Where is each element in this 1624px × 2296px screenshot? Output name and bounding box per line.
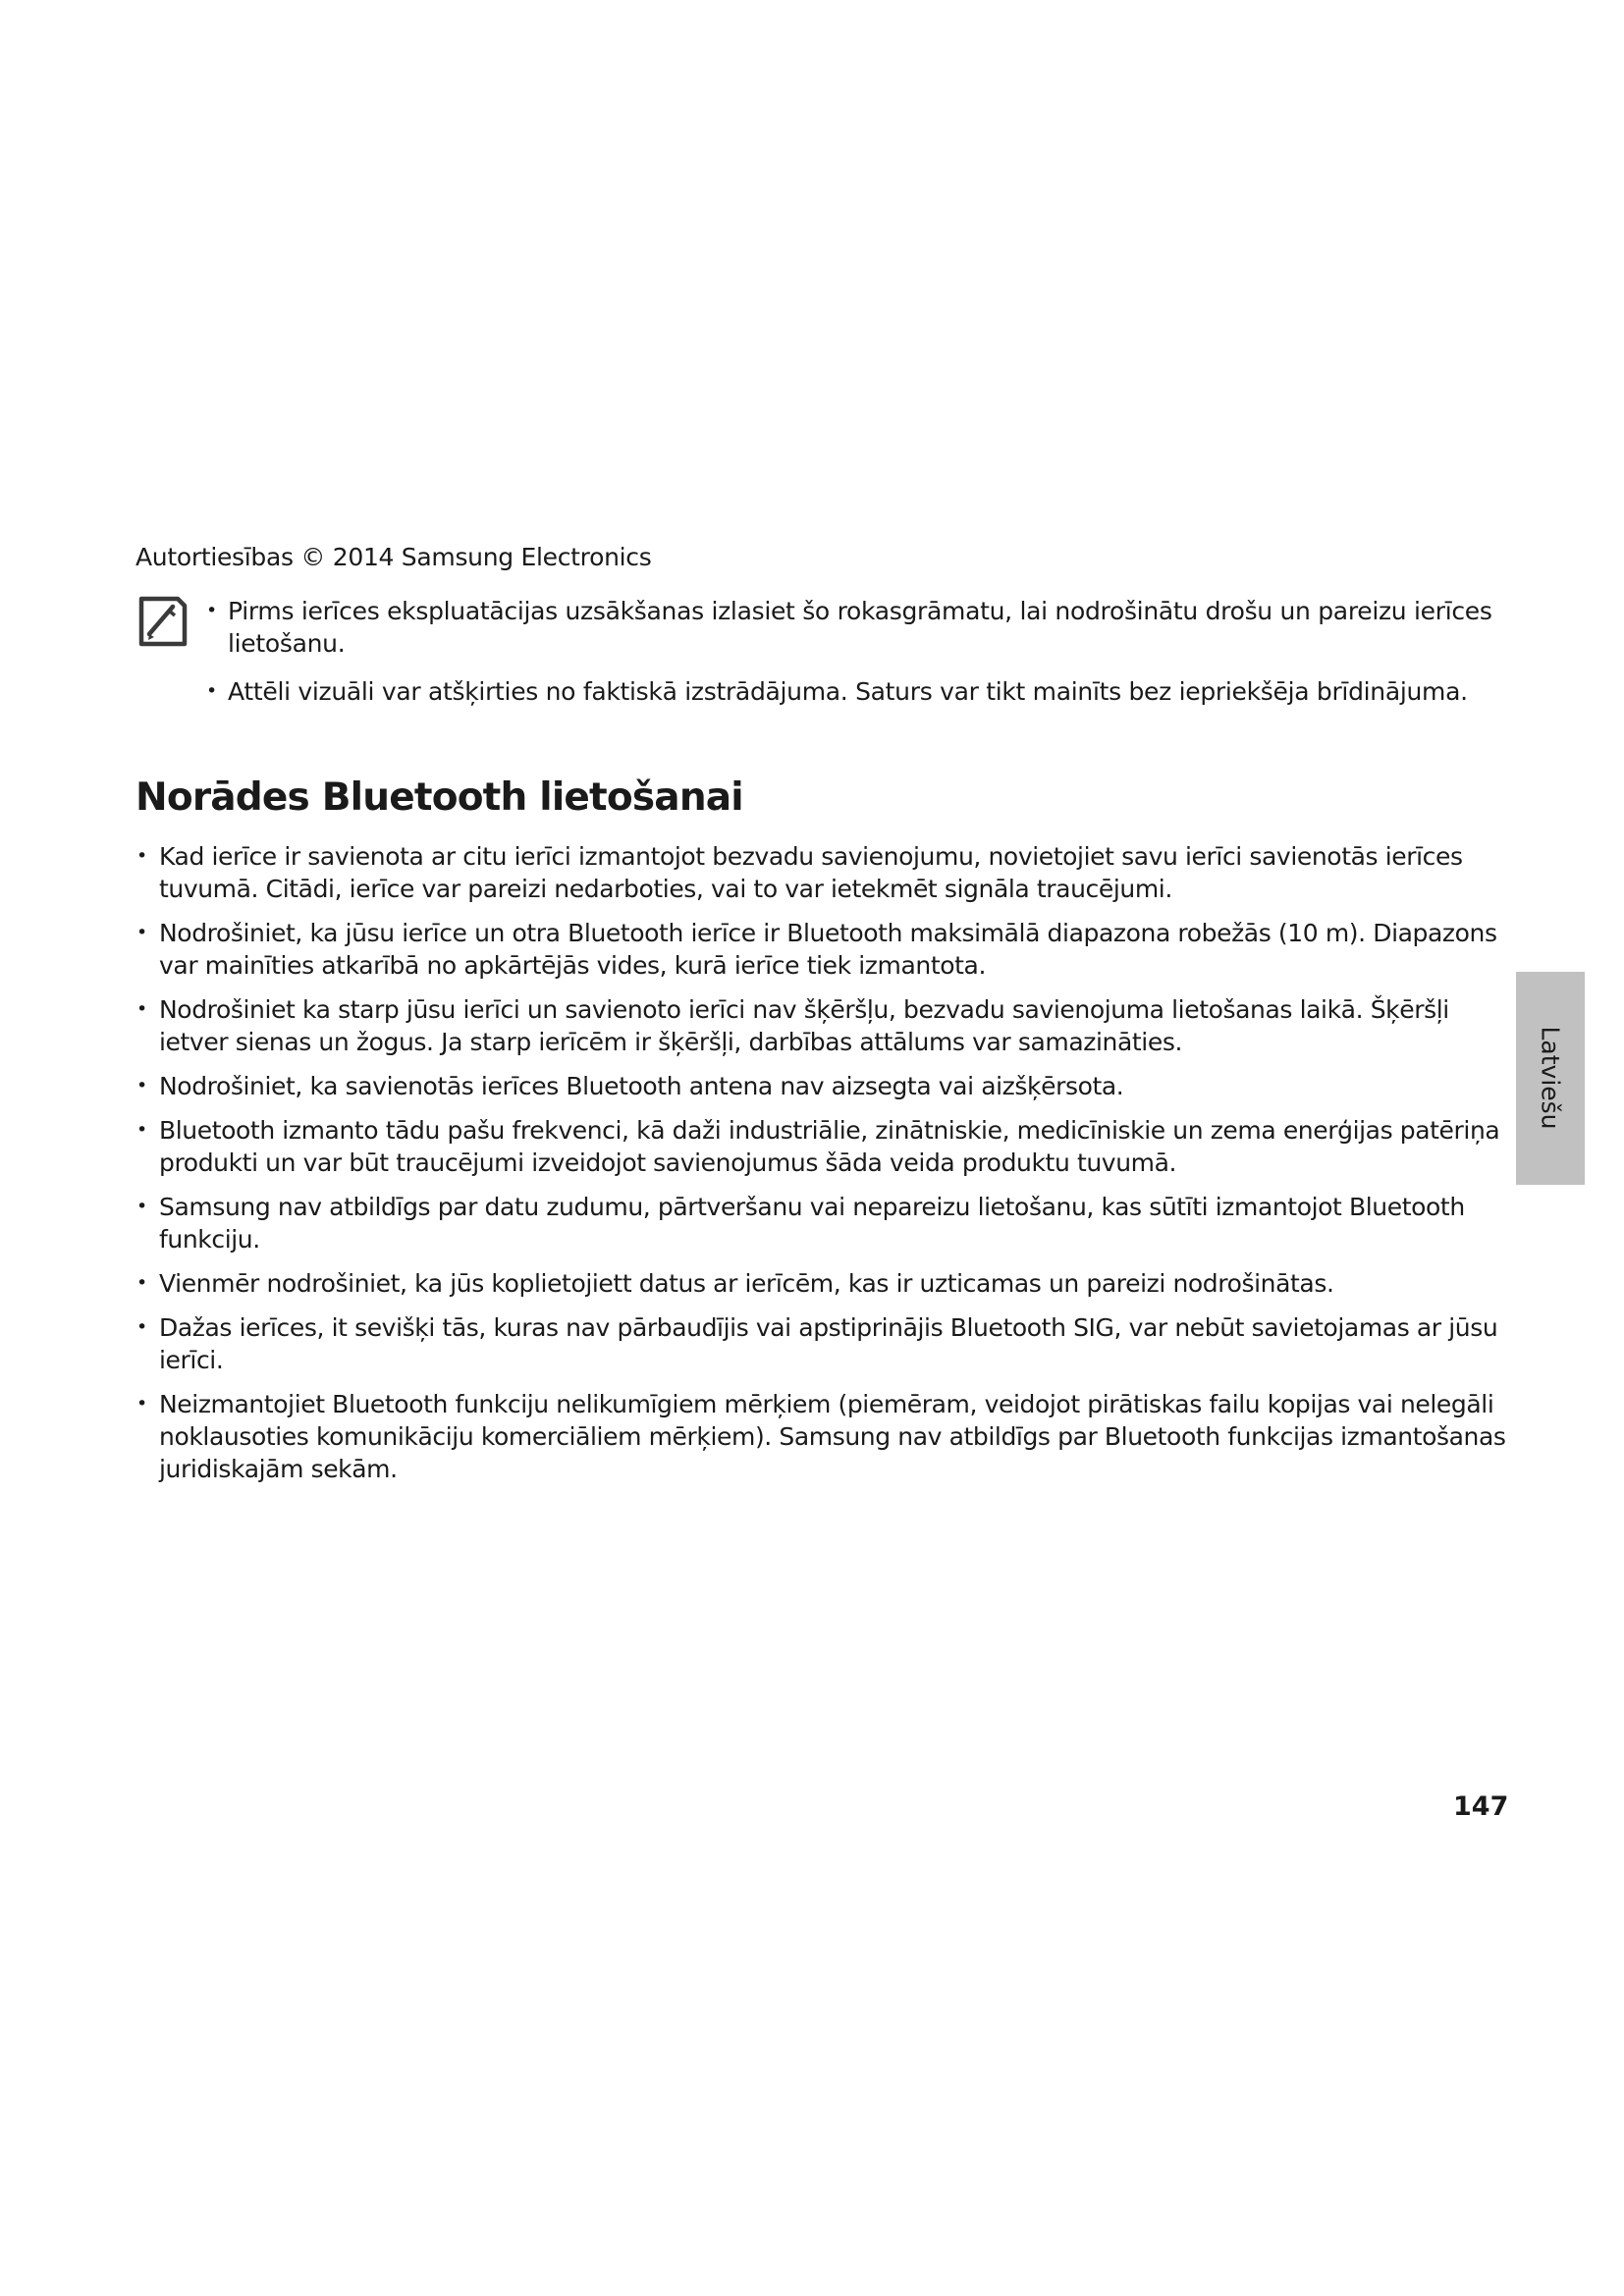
list-item: • Nodrošiniet, ka savienotās ierīces Bluetooth antena nav aizsegta vai aizšķērsota. xyxy=(135,1070,1515,1102)
list-item: • Dažas ierīces, it sevišķi tās, kuras nav pārbaudījis vai apstiprinājis Bluetooth SIG, var nebūt savietojamas ar jūsu ierīci. xyxy=(135,1311,1515,1376)
section-heading: Norādes Bluetooth lietošanai xyxy=(135,775,743,820)
list-item: • Neizmantojiet Bluetooth funkciju nelikumīgiem mērķiem (piemēram, veidojot pirātiskas failu kopijas vai nelegāli noklausoties komunikāciju komerciāliem mērķiem). Samsung nav atbildīgs par Bluetooth funkcijas izmantošanas juridiskajām sekām. xyxy=(135,1388,1515,1485)
note-item: • Attēli vizuāli var atšķirties no faktiskā izstrādājuma. Saturs var tikt mainīts bez iepriekšēja brīdinājuma. xyxy=(206,675,1512,708)
note-item: • Pirms ierīces ekspluatācijas uzsākšanas izlasiet šo rokasgrāmatu, lai nodrošinātu drošu un pareizu ierīces lietošanu. xyxy=(206,595,1512,660)
copyright-line: Autortiesības © 2014 Samsung Electronics xyxy=(135,543,652,571)
list-item: • Samsung nav atbildīgs par datu zudumu, pārtveršanu vai nepareizu lietošanu, kas sūtīti izmantojot Bluetooth funkciju. xyxy=(135,1191,1515,1255)
list-item: • Bluetooth izmanto tādu pašu frekvenci, kā daži industriālie, zinātniskie, medicīniskie un zema enerģijas patēriņa produkti un var būt traucējumi izveidojot savienojumus šāda veida produktu tuvumā. xyxy=(135,1114,1515,1179)
page-number: 147 xyxy=(1453,1791,1509,1822)
note-icon xyxy=(135,595,189,648)
language-side-tab xyxy=(1516,972,1585,1185)
note-list xyxy=(206,595,1512,708)
list-item: • Nodrošiniet, ka jūsu ierīce un otra Bluetooth ierīce ir Bluetooth maksimālā diapazona robežās (10 m). Diapazons var mainīties atkarībā no apkārtējās vides, kurā ierīce tiek izmantota. xyxy=(135,917,1515,982)
list-item: • Nodrošiniet ka starp jūsu ierīci un savienoto ierīci nav šķēršļu, bezvadu savienojuma lietošanas laikā. Šķēršļi ietver sienas un žogus. Ja starp ierīcēm ir šķēršļi, darbības attālums var samazināties. xyxy=(135,993,1515,1058)
list-item: • Kad ierīce ir savienota ar citu ierīci izmantojot bezvadu savienojumu, novietojiet savu ierīci savienotās ierīces tuvumā. Citādi, ierīce var pareizi nedarboties, vai to var ietekmēt signāla traucējumi. xyxy=(135,840,1515,905)
list-item: • Vienmēr nodrošiniet, ka jūs koplietojiett datus ar ierīcēm, kas ir uzticamas un pareizi nodrošinātas. xyxy=(135,1267,1515,1300)
bluetooth-guidelines-list xyxy=(135,840,1515,1497)
language-tab-label: Latviešu xyxy=(1536,1026,1565,1130)
